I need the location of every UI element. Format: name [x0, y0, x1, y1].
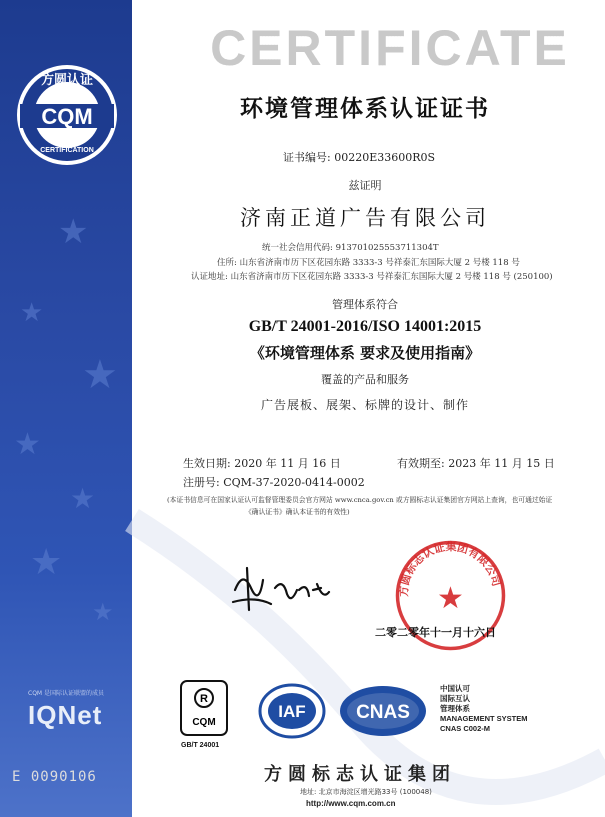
standard-code: GB/T 24001-2016/ISO 14001:2015: [248, 318, 482, 335]
star-icon: ★: [58, 212, 89, 252]
iaf-logo: [258, 683, 326, 739]
iqnet-logo: IQNet: [28, 700, 103, 730]
footer-address: 地址: 北京市海淀区增光路33号 (100048): [300, 788, 432, 796]
seal-text: 方圆标志认证集团有限公司: [397, 540, 503, 598]
cnas-info-line: MANAGEMENT SYSTEM: [440, 714, 528, 723]
cert-no: [283, 149, 435, 165]
expiry-date: [397, 455, 555, 471]
effective-date: [183, 455, 341, 471]
expiry-value: 2023 年 11 月 15 日: [448, 457, 555, 470]
star-icon: ★: [82, 352, 118, 398]
cnas-text: CNAS: [356, 702, 410, 723]
serial-number: E 0090106: [12, 769, 97, 785]
mark-r-text: CQM: [192, 717, 216, 728]
logo-mark-text: CQM: [41, 104, 93, 129]
note-line-2: 《确认证书》确认本证书的有效性): [245, 508, 350, 516]
cert-no-label: 证书编号:: [283, 151, 331, 164]
cqm-r-mark: [180, 680, 228, 736]
credit-code: 统一社会信用代码: 91370102555371130​4T: [262, 243, 439, 253]
cqm-logo: [14, 62, 120, 168]
effective-value: 2020 年 11 月 16 日: [234, 457, 341, 470]
reg-label: 注册号:: [183, 476, 220, 489]
star-icon: ★: [92, 598, 114, 626]
cnas-info-line: 中国认可: [440, 684, 470, 693]
reg-value: CQM-37-2020-0414-0002: [223, 476, 365, 489]
company-name: 济南正道广告有限公司: [240, 206, 490, 230]
logo-ring-text: CERTIFICATION: [40, 147, 94, 154]
scope-label: 覆盖的产品和服务: [321, 373, 409, 386]
scope-text: 广告展板、展架、标牌的设计、制作: [260, 398, 469, 412]
address: 住所: 山东省济南市历下区花园东路 3333-3 号祥泰汇东国际大厦 2 号楼 118 号: [217, 258, 520, 268]
cnas-info-line: 国际互认: [440, 694, 470, 703]
registration-no: [183, 474, 365, 490]
seal-star-icon: ★: [437, 581, 464, 616]
cert-no-value: 00220E33600R0S: [334, 151, 436, 164]
cert-address: 认证地址: 山东省济南市历下区花园东路 3333-3 号祥泰汇东国际大厦 2 号楼 118 号 (250100): [191, 272, 553, 282]
iaf-text: IAF: [278, 702, 306, 721]
svg-text:R: R: [200, 693, 208, 705]
cnas-info-line: 管理体系: [440, 704, 470, 713]
expiry-label: 有效期至:: [397, 457, 445, 470]
logo-cn-text: 方圆认证: [40, 73, 94, 88]
iqnet-caption: CQM 是国际认证联盟的成员: [28, 690, 104, 697]
cnas-info: [440, 684, 528, 734]
effective-label: 生效日期:: [183, 457, 231, 470]
star-icon: ★: [14, 427, 41, 462]
page-title: 环境管理体系认证证书: [240, 96, 490, 122]
footer-title: 方圆标志认证集团: [264, 764, 456, 785]
signature: [225, 560, 345, 620]
footer-url: http://www.cqm.com.cn: [306, 799, 396, 808]
star-icon: ★: [30, 542, 63, 583]
cnas-logo: [338, 683, 428, 739]
star-icon: ★: [70, 482, 96, 515]
cnas-info-line: CNAS C002-M: [440, 724, 491, 733]
gbt-label: GB/T 24001: [181, 742, 220, 749]
note-line-1: (本证书信息可在国家认证认可监督管理委员会官方网站 www.cnca.gov.cn 或方圆标志认证集团官方网站上查询，也可通过始证: [167, 496, 553, 504]
certificate-banner: CERTIFICATE: [190, 18, 590, 78]
standard-name: 《环境管理体系 要求及使用指南》: [249, 344, 481, 362]
certify-label: 兹证明: [348, 179, 382, 192]
conform-label: 管理体系符合: [332, 298, 398, 311]
issue-date: 二零二零年十一月十六日: [375, 626, 496, 639]
star-icon: ★: [20, 298, 44, 328]
